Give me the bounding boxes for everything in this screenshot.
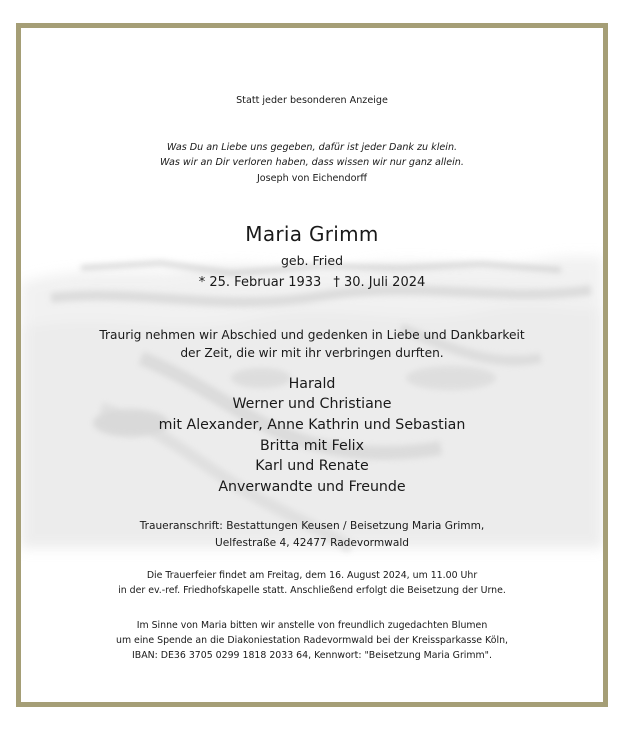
- family-member: Britta mit Felix: [259, 438, 365, 454]
- donation-line-2: um eine Spende an die Diakoniestation Radevormwald bei der Kreissparkasse Köln,: [116, 635, 508, 646]
- mourning-line-2: der Zeit, die wir mit ihr verbringen durften.: [180, 346, 444, 360]
- family-member: Anverwandte und Freunde: [218, 479, 406, 495]
- family-member: mit Alexander, Anne Kathrin und Sebastian: [158, 417, 466, 433]
- mourning-line-1: Traurig nehmen wir Abschied und gedenken in Liebe und Dankbarkeit: [99, 328, 525, 342]
- quote-line-1: Was Du an Liebe uns gegeben, dafür ist jeder Dank zu klein.: [166, 142, 458, 153]
- quote-author: Joseph von Eichendorff: [256, 173, 368, 184]
- ceremony-line-1: Die Trauerfeier findet am Freitag, dem 16. August 2024, um 11.00 Uhr: [146, 570, 478, 581]
- birth-date: * 25. Februar 1933: [198, 275, 322, 290]
- family-member: Werner und Christiane: [232, 396, 392, 412]
- ceremony-line-2: in der ev.-ref. Friedhofskapelle statt. Anschließend erfolgt die Beisetzung der Urne.: [118, 585, 506, 596]
- maiden-name: geb. Fried: [280, 253, 344, 268]
- notice-header: Statt jeder besonderen Anzeige: [236, 95, 388, 106]
- death-date: † 30. Juli 2024: [333, 275, 426, 290]
- obituary-content: [21, 28, 603, 702]
- family-member: Karl und Renate: [255, 458, 369, 474]
- family-member: Harald: [288, 376, 336, 392]
- donation-line-1: Im Sinne von Maria bitten wir anstelle von freundlich zugedachten Blumen: [136, 620, 488, 631]
- address-line-2: Uelfestraße 4, 42477 Radevormwald: [214, 537, 409, 549]
- deceased-name: Maria Grimm: [245, 222, 379, 246]
- quote-line-2: Was wir an Dir verloren haben, dass wissen wir nur ganz allein.: [160, 157, 464, 168]
- life-dates: [21, 275, 603, 290]
- donation-line-3: IBAN: DE36 3705 0299 1818 2033 64, Kennwort: "Beisetzung Maria Grimm".: [132, 650, 492, 661]
- obituary-frame: [16, 23, 608, 707]
- address-line-1: Traueranschrift: Bestattungen Keusen / Beisetzung Maria Grimm,: [139, 520, 485, 532]
